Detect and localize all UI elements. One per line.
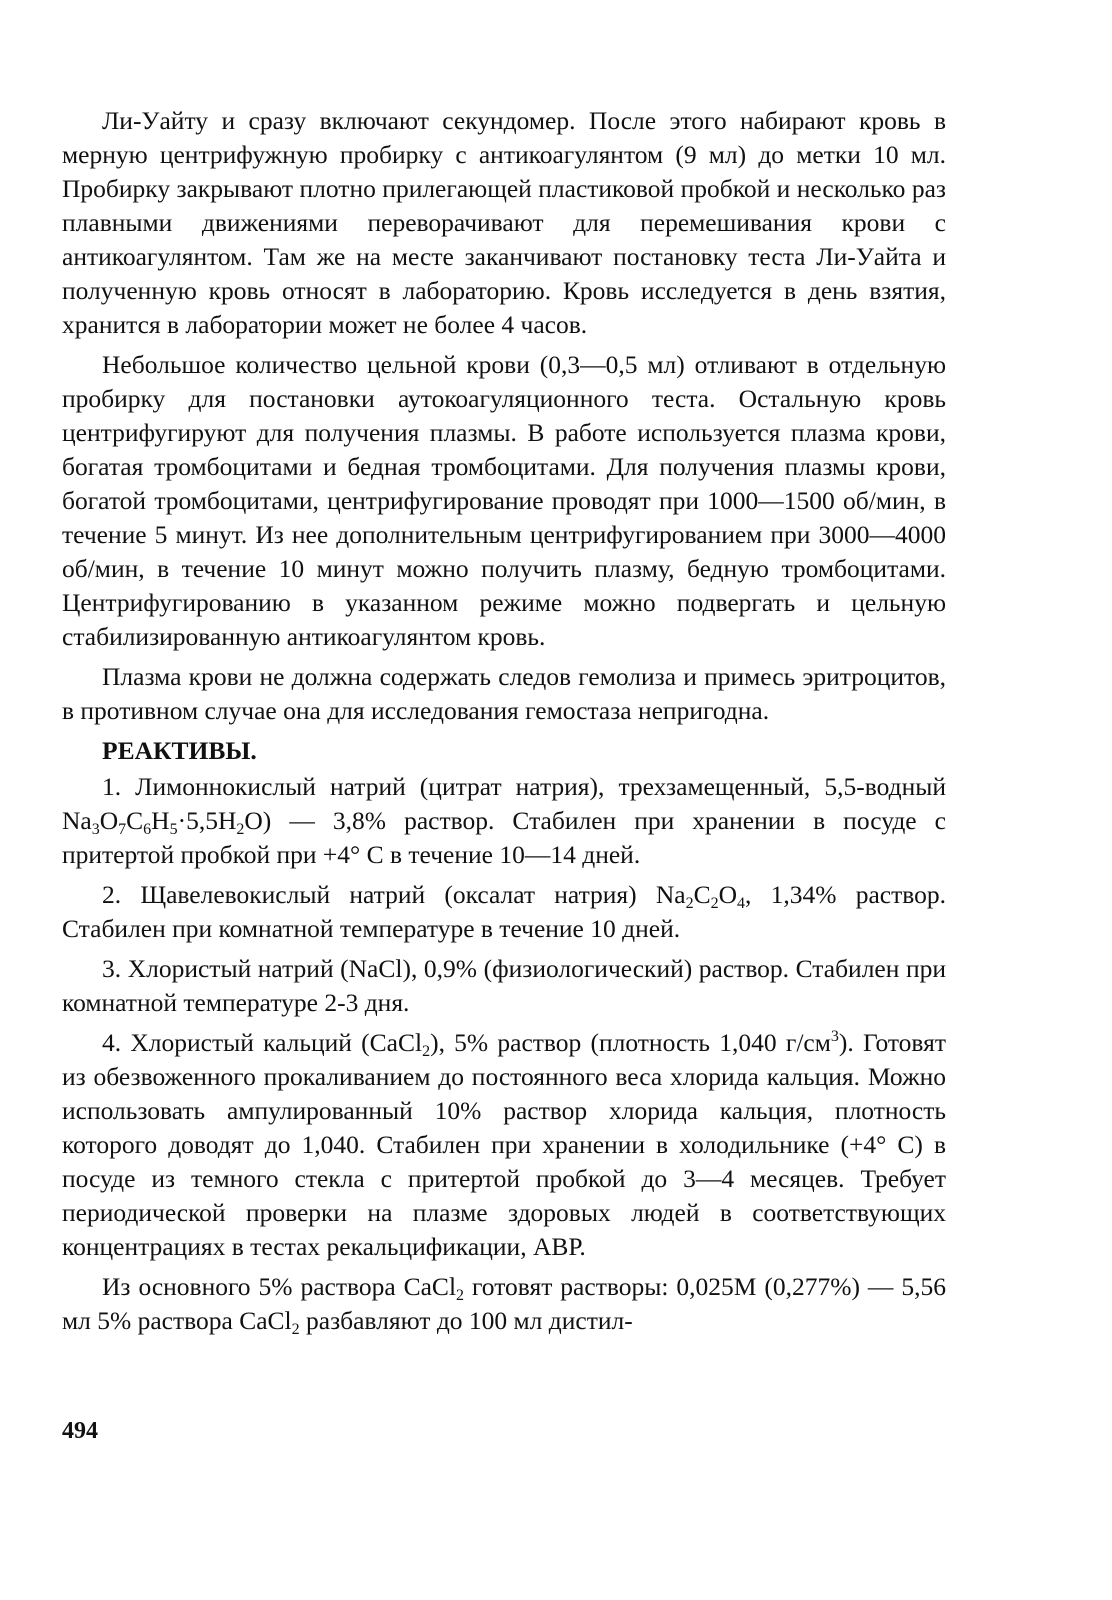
page-number: 494 xyxy=(62,1418,98,1444)
subscript: 5 xyxy=(169,821,178,838)
reagent-4-text: ). Готовят из обезвоженного прокаливанием до постоянного веса хлорида кальция. Можно использовать ампулированный 10% раствор хлорида кальция, плотность которого доводят до 1,040. Стабилен при хранении в холодильнике (+4° С) в посуде из темного стекла с притертой пробкой до 3—4 месяцев. Требует периодической проверки на плазме здоровых людей в соответствующих концентрациях в тестах рекальцификации, АВР. xyxy=(62,1028,947,1261)
reagent-item-1 xyxy=(62,770,946,872)
reagent-1-text: ·5,5H xyxy=(177,806,237,835)
reagent-4-text: 4. Хлористый кальций (CaCl xyxy=(102,1028,423,1057)
subscript: 6 xyxy=(143,821,152,838)
subscript: 3 xyxy=(91,821,100,838)
section-heading-reagents: РЕАКТИВЫ. xyxy=(102,736,257,765)
reagent-2-text: , 1,34% раствор. Стабилен при комнатной температуре в течение 10 дней. xyxy=(62,880,946,943)
paragraph-3: Плазма крови не должна содержать следов гемолиза и примесь эритроцитов, в противном случае она для исследования гемостаза непригодна. xyxy=(62,662,946,725)
paragraph-2: Небольшое количество цельной крови (0,3—0,5 мл) отливают в отдельную пробирку для постановки аутокоагуляционного теста. Остальную кровь центрифугируют для получения плазмы. В работе используется плазма крови, богатая тромбоцитами и бедная тромбоцитами. Для получения плазмы крови, богатой тромбоцитами, центрифугирование проводят при 1000—1500 об/мин, в течение 5 минут. Из нее дополнительным центрифугированием при 3000—4000 об/мин, в течение 10 минут можно получить плазму, бедную тромбоцитами. Центрифугированию в указанном режиме можно подвергать и цельную стабилизированную антикоагулянтом кровь. xyxy=(62,350,946,651)
reagent-1-text: O xyxy=(99,806,119,835)
dilution-text: готовят растворы: 0,025М (0,277%) — 5,56 мл 5% раствора CaCl xyxy=(62,1272,946,1335)
dilution-text: Из основного 5% раствора CaCl xyxy=(102,1272,457,1301)
subscript: 7 xyxy=(118,821,127,838)
subscript: 2 xyxy=(456,1287,465,1304)
subscript: 4 xyxy=(737,895,746,912)
reagent-1-text: H xyxy=(151,806,170,835)
superscript: 3 xyxy=(830,1028,839,1045)
subscript: 2 xyxy=(710,895,719,912)
reagent-item-2 xyxy=(62,878,946,946)
subscript: 2 xyxy=(291,1321,300,1338)
reagent-2-text: 2. Щавелевокислый натрий (оксалат натрия) Na xyxy=(102,880,686,909)
subscript: 2 xyxy=(422,1043,431,1060)
reagent-2-text: C xyxy=(693,880,711,909)
reagent-1-text: O) — 3,8% раствор. Стабилен при хранении в посуде с притертой пробкой при +4° С в течение 10—14 дней. xyxy=(62,806,946,869)
subscript: 2 xyxy=(685,895,694,912)
reagent-2-text: O xyxy=(718,880,738,909)
subscript: 2 xyxy=(236,821,245,838)
reagent-item-3: 3. Хлористый натрий (NaCl), 0,9% (физиологический) раствор. Стабилен при комнатной температуре 2-3 дня. xyxy=(62,954,946,1017)
reagent-1-text: C xyxy=(126,806,144,835)
reagent-1-text: 1. Лимоннокислый натрий (цитрат натрия), трехзамещенный, 5,5-водный Na xyxy=(62,772,946,835)
paragraph-dilutions xyxy=(62,1270,946,1338)
page-body xyxy=(62,104,946,1344)
dilution-text: разбавляют до 100 мл дистил- xyxy=(299,1306,633,1335)
reagent-4-text: ), 5% раствор (плотность 1,040 г/см xyxy=(430,1028,831,1057)
reagent-item-4 xyxy=(62,1026,946,1264)
paragraph-1: Ли-Уайту и сразу включают секундомер. После этого набирают кровь в мерную центрифужную пробирку с антикоагулянтом (9 мл) до метки 10 мл. Пробирку закрывают плотно прилегающей пластиковой пробкой и несколько раз плавными движениями переворачивают для перемешивания крови с антикоагулянтом. Там же на месте заканчивают постановку теста Ли-Уайта и полученную кровь относят в лабораторию. Кровь исследуется в день взятия, хранится в лаборатории может не более 4 часов. xyxy=(62,106,946,339)
